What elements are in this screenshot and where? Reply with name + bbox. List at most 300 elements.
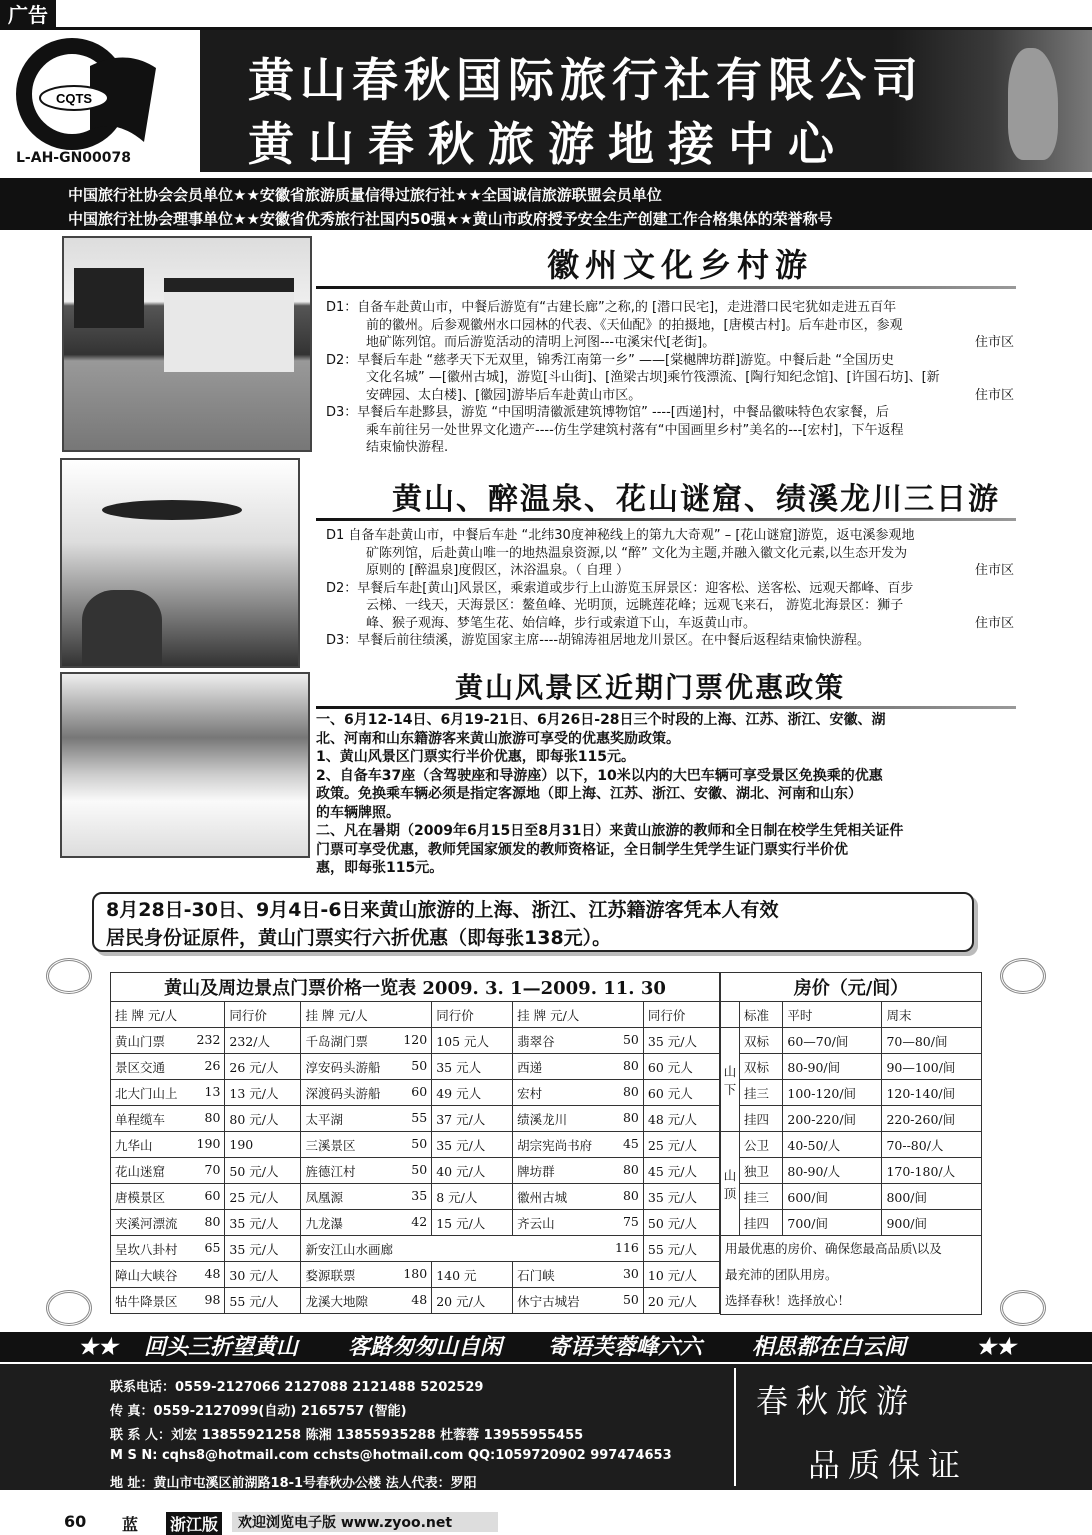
table-cell: 挂三 bbox=[740, 1184, 783, 1210]
table-cell: 13 元/人 bbox=[225, 1080, 301, 1106]
table-cell: 25 元/人 bbox=[225, 1184, 301, 1210]
lodging-note: 住市区 bbox=[974, 335, 1014, 350]
table-cell: 25 元/人 bbox=[643, 1132, 719, 1158]
list-price: 35 bbox=[411, 1187, 428, 1203]
table-cell bbox=[301, 1210, 432, 1236]
text-line bbox=[326, 317, 1022, 335]
table-cell: 同行价 bbox=[643, 1002, 719, 1028]
table-cell: 35 元/人 bbox=[225, 1210, 301, 1236]
line-text: 前的徽州。后参观徽州水口园林的代表、《天仙配》的拍摄地，[唐模古村]。后车赴市区，参观 bbox=[366, 317, 903, 333]
table-cell bbox=[111, 1288, 225, 1314]
table-cell bbox=[111, 1080, 225, 1106]
table-cell: 黄山及周边景点门票价格一览表 2009. 3. 1—2009. 11. 30 bbox=[111, 973, 720, 1002]
table-cell: 同行价 bbox=[432, 1002, 513, 1028]
table-cell bbox=[301, 1288, 432, 1314]
table-cell: 45 元/人 bbox=[643, 1158, 719, 1184]
attraction-name: 呈坎八卦村 bbox=[115, 1241, 178, 1257]
list-price: 48 bbox=[411, 1291, 428, 1307]
table-cell: 60 元人 bbox=[643, 1080, 719, 1106]
table-cell bbox=[301, 1184, 432, 1210]
table-cell: 周末 bbox=[882, 1002, 982, 1028]
company-name: 黄山春秋国际旅行社有限公司 bbox=[248, 53, 924, 107]
table-cell: 双标 bbox=[740, 1028, 783, 1054]
table-row bbox=[721, 1210, 982, 1236]
ticket-price-table bbox=[110, 972, 720, 1314]
attraction-name: 新安江山水画廊 bbox=[305, 1241, 393, 1257]
table-cell: 挂 牌 元/人 bbox=[301, 1002, 432, 1028]
table-row bbox=[721, 1158, 982, 1184]
text-line bbox=[326, 562, 1022, 580]
table-row bbox=[111, 1080, 720, 1106]
brand-line: 品质保证 bbox=[808, 1446, 969, 1484]
table-cell: 80-90/人 bbox=[783, 1158, 882, 1184]
list-price: 50 bbox=[411, 1161, 428, 1177]
line-text: 原则的 [醉温泉]度假区，沐浴温泉。（ 自理 ） bbox=[366, 563, 630, 578]
table-cell bbox=[111, 1028, 225, 1054]
note-line: 选择春秋！选择放心！ bbox=[725, 1293, 851, 1308]
star-icon: ★★ bbox=[78, 1334, 118, 1360]
table-row bbox=[111, 1028, 720, 1054]
table-cell bbox=[513, 1158, 644, 1184]
brand-line: 春秋旅游 bbox=[756, 1382, 917, 1420]
line-text: 云梯、一线天，天海景区：鳌鱼峰、光明顶，远眺莲花峰；远观飞来石， 游览北海景区：狮子 bbox=[366, 598, 904, 613]
text-line bbox=[326, 615, 1022, 633]
list-price: 80 bbox=[204, 1213, 221, 1229]
section-rule bbox=[316, 518, 1016, 521]
table-cell: 105 元人 bbox=[432, 1028, 513, 1054]
list-price: 50 bbox=[622, 1291, 639, 1307]
list-price: 80 bbox=[622, 1109, 639, 1125]
attraction-name: 深渡码头游船 bbox=[305, 1085, 381, 1101]
table-row bbox=[721, 1054, 982, 1080]
poem-line: 回头三折望黄山 bbox=[144, 1334, 299, 1360]
list-price: 80 bbox=[622, 1187, 639, 1203]
list-price: 42 bbox=[411, 1213, 428, 1229]
text-line bbox=[326, 404, 1022, 422]
ticket-price-table-wrap bbox=[110, 972, 720, 1314]
table-cell bbox=[513, 1054, 644, 1080]
table-cell: 同行价 bbox=[225, 1002, 301, 1028]
table-cell: 90—100/间 bbox=[882, 1054, 982, 1080]
section-title-ticket-policy: 黄山风景区近期门票优惠政策 bbox=[454, 671, 845, 704]
flower-field-photo bbox=[60, 672, 310, 858]
village-photo bbox=[62, 236, 312, 452]
list-price: 50 bbox=[411, 1135, 428, 1151]
table-cell: 55 元/人 bbox=[225, 1288, 301, 1314]
table-row bbox=[721, 1184, 982, 1210]
list-price: 80 bbox=[622, 1057, 639, 1073]
table-row bbox=[111, 1132, 720, 1158]
attraction-name: 休宁古城岩 bbox=[517, 1293, 580, 1309]
table-cell: 80 元/人 bbox=[225, 1106, 301, 1132]
table-row bbox=[111, 1236, 720, 1262]
text-line bbox=[316, 804, 1056, 823]
poem-line: 客路匆匆山自闲 bbox=[348, 1334, 503, 1360]
ticket-policy-text bbox=[316, 711, 1056, 878]
text-line bbox=[316, 711, 1056, 730]
table-cell bbox=[111, 1262, 225, 1288]
table-cell: 15 元/人 bbox=[432, 1210, 513, 1236]
attraction-name: 唐模景区 bbox=[115, 1189, 166, 1205]
table-cell: 70—80/间 bbox=[882, 1028, 982, 1054]
table-title-row bbox=[721, 973, 982, 1002]
table-cell bbox=[301, 1132, 432, 1158]
table-row bbox=[111, 1210, 720, 1236]
room-price-table bbox=[720, 972, 982, 1315]
attraction-name: 徽州古城 bbox=[517, 1189, 568, 1205]
table-cell: 50 元/人 bbox=[643, 1210, 719, 1236]
list-price: 55 bbox=[411, 1109, 428, 1125]
table-cell: 100-120/间 bbox=[783, 1080, 882, 1106]
table-cell: 800/间 bbox=[882, 1184, 982, 1210]
contact-msn: M S N: cqhs8@hotmail.com cchsts@hotmail.com QQ:1059720902 997474653 bbox=[110, 1448, 672, 1463]
attraction-name: 淳安码头游船 bbox=[305, 1059, 381, 1075]
table-cell bbox=[513, 1106, 644, 1132]
line-text: 惠，即每张115元。 bbox=[316, 860, 444, 876]
table-cell bbox=[301, 1262, 432, 1288]
rock-shape bbox=[82, 590, 162, 666]
list-price: 70 bbox=[204, 1161, 221, 1177]
attraction-name: 黄山门票 bbox=[115, 1033, 166, 1049]
table-cell bbox=[301, 1158, 432, 1184]
table-cell bbox=[721, 1002, 740, 1028]
poem-line: 相思都在白云间 bbox=[752, 1334, 907, 1360]
line-text: D2：早餐后车赴[黄山]风景区，乘索道或步行上山游览玉屏景区：迎客松、送客松、远观天都峰、百步 bbox=[326, 580, 914, 596]
table-cell: 标准 bbox=[740, 1002, 783, 1028]
list-price: 80 bbox=[622, 1161, 639, 1177]
line-text: 乘车前往另一处世界文化遗产----仿生学建筑村落有“中国画里乡村”美名的---[宏村]，下午返程 bbox=[366, 422, 904, 438]
list-price: 190 bbox=[196, 1135, 221, 1151]
text-line bbox=[326, 422, 1022, 440]
table-cell: 挂 牌 元/人 bbox=[513, 1002, 644, 1028]
table-cell: 35 元人 bbox=[432, 1054, 513, 1080]
text-line bbox=[326, 580, 1022, 598]
table-note-row bbox=[721, 1236, 982, 1315]
section-title-village-tour: 徽州文化乡村游 bbox=[546, 246, 813, 284]
table-cell bbox=[513, 1288, 644, 1314]
ornament-icon bbox=[46, 1290, 92, 1326]
attraction-name: 太平湖 bbox=[305, 1111, 343, 1127]
table-cell: 独卫 bbox=[740, 1158, 783, 1184]
attraction-name: 齐云山 bbox=[517, 1215, 555, 1231]
table-cell: 35 元/人 bbox=[643, 1028, 719, 1054]
attraction-name: 景区交通 bbox=[115, 1059, 166, 1075]
rock-image bbox=[1008, 48, 1058, 160]
highlight-line: 8月28日-30日、9月4日-6日来黄山旅游的上海、浙江、江苏籍游客凭本人有效 bbox=[106, 899, 779, 921]
table-row bbox=[721, 1028, 982, 1054]
table-cell: 600/间 bbox=[783, 1184, 882, 1210]
website-banner: 欢迎浏览电子版 www.zyoo.net bbox=[232, 1512, 498, 1532]
list-price: 180 bbox=[403, 1265, 428, 1281]
table-cell bbox=[721, 1236, 982, 1315]
table-cell: 140 元 bbox=[432, 1262, 513, 1288]
table-cell: 200-220/间 bbox=[783, 1106, 882, 1132]
list-price: 75 bbox=[622, 1213, 639, 1229]
lodging-note: 住市区 bbox=[974, 387, 1014, 403]
table-cell: 40-50/人 bbox=[783, 1132, 882, 1158]
list-price: 98 bbox=[204, 1291, 221, 1307]
line-text: 安碑园、太白楼]、[徽园]游毕后车赴黄山市区。 bbox=[366, 387, 642, 403]
contact-fax: 传 真：0559-2127099(自动) 2165757 (智能) bbox=[110, 1404, 407, 1419]
logo-text: CQTS bbox=[55, 91, 93, 106]
table-cell bbox=[513, 1132, 644, 1158]
itinerary-village-tour bbox=[326, 299, 1022, 457]
table-cell: 70--80/人 bbox=[882, 1132, 982, 1158]
table-cell: 49 元人 bbox=[432, 1080, 513, 1106]
text-line bbox=[326, 352, 1022, 370]
header-banner bbox=[200, 30, 1092, 172]
text-line bbox=[326, 632, 1022, 650]
table-row bbox=[111, 1054, 720, 1080]
text-line bbox=[316, 822, 1056, 841]
table-cell: 山顶 bbox=[721, 1132, 740, 1236]
text-line bbox=[326, 439, 1022, 457]
line-text: 政策。免换乘车辆必须是指定客源地（即上海、江苏、浙江、安徽、湖北、河南和山东） bbox=[316, 786, 862, 802]
line-text: 二、凡在暑期（2009年6月15日至8月31日）来黄山旅游的教师和全日制在校学生凭相关证件 bbox=[316, 823, 904, 839]
table-cell: 35 元/人 bbox=[432, 1132, 513, 1158]
text-line bbox=[316, 859, 1056, 878]
line-text: 一、6月12-14日、6月19-21日、6月26日-28日三个时段的上海、江苏、浙江、安徽、湖 bbox=[316, 712, 886, 728]
attraction-name: 牌坊群 bbox=[517, 1163, 555, 1179]
text-line bbox=[316, 785, 1056, 804]
center-name: 黄山春秋旅游地接中心 bbox=[248, 117, 848, 171]
brand-motto bbox=[734, 1368, 1036, 1486]
house-shape bbox=[164, 278, 294, 372]
table-cell bbox=[301, 1054, 432, 1080]
line-text: D1：自备车赴黄山市，中餐后游览有“古建长廊”之称,的 [潜口民宅]，走进潜口民宅犹如走进五百年 bbox=[326, 300, 897, 315]
poem-line: 寄语芙蓉峰六六 bbox=[548, 1334, 703, 1360]
table-cell: 20 元/人 bbox=[643, 1288, 719, 1314]
room-price-table-wrap bbox=[720, 972, 982, 1315]
attraction-name: 凤凰源 bbox=[305, 1189, 343, 1205]
text-line bbox=[326, 597, 1022, 615]
text-line bbox=[326, 299, 1022, 317]
table-cell: 35 元/人 bbox=[643, 1184, 719, 1210]
list-price: 45 bbox=[622, 1135, 639, 1151]
table-cell bbox=[513, 1080, 644, 1106]
table-row bbox=[721, 1132, 982, 1158]
discount-highlight-box bbox=[92, 892, 974, 952]
table-cell: 170-180/人 bbox=[882, 1158, 982, 1184]
table-cell bbox=[301, 1080, 432, 1106]
attraction-name: 宏村 bbox=[517, 1085, 543, 1101]
itinerary-three-day-tour bbox=[326, 527, 1022, 650]
contact-person: 联 系 人：刘宏 13855921258 陈湘 13855935288 杜蓉蓉 13955955455 bbox=[110, 1428, 584, 1443]
attraction-name: 婺源联票 bbox=[305, 1267, 356, 1283]
table-row bbox=[111, 1158, 720, 1184]
line-text: 文化名城” —[徽州古城]，游览[斗山街]、[渔梁古坝]乘竹筏漂流、[陶行知纪念馆]、[许国石坊]、[新 bbox=[366, 370, 940, 385]
line-text: 峰、猴子观海、梦笔生花、始信峰，步行或索道下山，车返黄山市。 bbox=[366, 615, 757, 631]
house-shape bbox=[74, 268, 144, 328]
table-header-row bbox=[111, 1002, 720, 1028]
ornament-icon bbox=[46, 958, 92, 994]
membership-bar bbox=[0, 178, 1092, 230]
lodging-note: 住市区 bbox=[974, 563, 1014, 578]
text-line bbox=[316, 730, 1056, 749]
poem-slogan-bar bbox=[0, 1332, 1092, 1362]
attraction-name: 九龙瀑 bbox=[305, 1215, 343, 1231]
attraction-name: 障山大峡谷 bbox=[115, 1267, 178, 1283]
table-row bbox=[721, 1106, 982, 1132]
table-cell: 48 元/人 bbox=[643, 1106, 719, 1132]
table-cell: 双标 bbox=[740, 1054, 783, 1080]
note-line: 最充沛的团队用房。 bbox=[725, 1267, 838, 1282]
table-header-row bbox=[721, 1002, 982, 1028]
table-cell bbox=[301, 1106, 432, 1132]
table-row bbox=[721, 1080, 982, 1106]
text-line bbox=[316, 767, 1056, 786]
line-text: D2：早餐后车赴 “慈孝天下无双里，锦秀江南第一乡” ——[棠樾牌坊群]游览。中餐后赴 “全国历史 bbox=[326, 352, 895, 368]
list-price: 80 bbox=[622, 1083, 639, 1099]
attraction-name: 石门峡 bbox=[517, 1267, 555, 1283]
line-text: D3：早餐后车赴黟县，游览 “中国明清徽派建筑博物馆” ----[西递]村，中餐品徽味特色农家餐，后 bbox=[326, 405, 889, 420]
contact-phone: 联系电话：0559-2127066 2127088 2121488 5202529 bbox=[110, 1380, 484, 1395]
table-cell bbox=[111, 1106, 225, 1132]
text-line bbox=[326, 527, 1022, 545]
table-cell bbox=[111, 1158, 225, 1184]
attraction-name: 九华山 bbox=[115, 1137, 153, 1153]
line-text: D1 自备车赴黄山市，中餐后车赴 “北纬30度神秘线上的第九大奇观” – [花山谜窟]游览，返屯溪参观地 bbox=[326, 528, 915, 543]
attraction-name: 绩溪龙川 bbox=[517, 1111, 568, 1127]
contact-address: 地 址：黄山市屯溪区前湖路18-1号春秋办公楼 法人代表：罗阳 bbox=[110, 1476, 477, 1491]
table-cell: 120-140/间 bbox=[882, 1080, 982, 1106]
table-cell: 60 元人 bbox=[643, 1054, 719, 1080]
attraction-name: 旌德江村 bbox=[305, 1163, 356, 1179]
table-cell bbox=[111, 1184, 225, 1210]
text-line bbox=[326, 369, 1022, 387]
star-icon: ★★ bbox=[976, 1334, 1016, 1360]
list-price: 26 bbox=[204, 1057, 221, 1073]
table-title-row bbox=[111, 973, 720, 1002]
membership-line: 中国旅行社协会会员单位★★安徽省旅游质量信得过旅行社★★全国诚信旅游联盟会员单位 bbox=[68, 186, 662, 204]
pine-photo bbox=[60, 458, 300, 668]
text-line bbox=[316, 841, 1056, 860]
table-cell: 220-260/间 bbox=[882, 1106, 982, 1132]
attraction-name: 千岛湖门票 bbox=[305, 1033, 368, 1049]
table-cell: 190 bbox=[225, 1132, 301, 1158]
table-cell: 50 元/人 bbox=[225, 1158, 301, 1184]
list-price: 30 bbox=[622, 1265, 639, 1281]
line-text: 北、河南和山东籍游客来黄山旅游可享受的优惠奖励政策。 bbox=[316, 730, 680, 747]
color-label: 蓝 bbox=[122, 1515, 139, 1534]
table-cell: 35 元/人 bbox=[225, 1236, 301, 1262]
highlight-line: 居民身份证原件，黄山门票实行六折优惠（即每张138元）。 bbox=[106, 927, 612, 949]
text-line bbox=[326, 387, 1022, 405]
list-price: 48 bbox=[204, 1265, 221, 1281]
list-price: 60 bbox=[204, 1187, 221, 1203]
table-cell bbox=[513, 1028, 644, 1054]
attraction-name: 西递 bbox=[517, 1059, 543, 1075]
section-rule bbox=[316, 706, 1016, 709]
table-cell: 900/间 bbox=[882, 1210, 982, 1236]
attraction-name: 北大门山上 bbox=[115, 1085, 178, 1101]
table-cell bbox=[111, 1054, 225, 1080]
line-text: 地矿陈列馆。而后游览活动的清明上河图---屯溪宋代[老街]。 bbox=[366, 335, 716, 350]
table-cell: 平时 bbox=[783, 1002, 882, 1028]
line-text: 矿陈列馆，后赴黄山唯一的地热温泉资源,以 “醉” 文化为主题,并融入徽文化元素,以生态开发为 bbox=[366, 545, 908, 561]
table-cell bbox=[301, 1028, 432, 1054]
table-cell: 30 元/人 bbox=[225, 1262, 301, 1288]
table-cell: 40 元/人 bbox=[432, 1158, 513, 1184]
line-text: 2、自备车37座（含驾驶座和导游座）以下，10米以内的大巴车辆可享受景区免换乘的优惠 bbox=[316, 767, 883, 784]
pine-shape bbox=[102, 500, 242, 520]
attraction-name: 胡宗宪尚书府 bbox=[517, 1137, 593, 1153]
lodging-note: 住市区 bbox=[974, 615, 1014, 631]
list-price: 116 bbox=[615, 1239, 639, 1255]
table-cell bbox=[111, 1132, 225, 1158]
license-code: L-AH-GN00078 bbox=[16, 150, 132, 166]
table-cell: 山下 bbox=[721, 1028, 740, 1132]
attraction-name: 牯牛降景区 bbox=[115, 1293, 178, 1309]
list-price: 50 bbox=[411, 1057, 428, 1073]
attraction-name: 单程缆车 bbox=[115, 1111, 166, 1127]
table-cell bbox=[301, 1236, 643, 1262]
attraction-name: 花山迷窟 bbox=[115, 1163, 166, 1179]
table-row bbox=[111, 1288, 720, 1314]
line-text: 结束愉快游程. bbox=[366, 440, 449, 455]
table-cell: 挂四 bbox=[740, 1106, 783, 1132]
section-title-three-day-tour: 黄山、醉温泉、花山谜窟、绩溪龙川三日游 bbox=[392, 482, 1000, 517]
attraction-name: 龙溪大地隙 bbox=[305, 1293, 368, 1309]
table-cell: 挂四 bbox=[740, 1210, 783, 1236]
table-cell bbox=[111, 1210, 225, 1236]
page-number: 60 bbox=[64, 1512, 87, 1531]
section-rule bbox=[316, 286, 1016, 289]
table-cell: 80-90/间 bbox=[783, 1054, 882, 1080]
note-line: 用最优惠的房价、确保您最高品质\以及 bbox=[725, 1241, 942, 1256]
table-row bbox=[111, 1262, 720, 1288]
line-text: 1、黄山风景区门票实行半价优惠，即每张115元。 bbox=[316, 749, 635, 765]
table-row bbox=[111, 1184, 720, 1210]
attraction-name: 三溪景区 bbox=[305, 1137, 356, 1153]
text-line bbox=[316, 748, 1056, 767]
membership-line: 中国旅行社协会理事单位★★安徽省优秀旅行社国内50强★★黄山市政府授予安全生产创建工作合格集体的荣誉称号 bbox=[68, 210, 833, 228]
logo-emblem-icon bbox=[16, 38, 176, 150]
list-price: 80 bbox=[204, 1109, 221, 1125]
list-price: 65 bbox=[204, 1239, 221, 1255]
table-cell: 8 元/人 bbox=[432, 1184, 513, 1210]
table-cell: 挂三 bbox=[740, 1080, 783, 1106]
list-price: 13 bbox=[204, 1083, 221, 1099]
list-price: 50 bbox=[622, 1031, 639, 1047]
edition-label: 浙江版 bbox=[166, 1512, 222, 1535]
table-cell: 60—70/间 bbox=[783, 1028, 882, 1054]
table-cell bbox=[513, 1210, 644, 1236]
line-text: 门票可享受优惠，教师凭国家颁发的教师资格证，全日制学生凭学生证门票实行半价优 bbox=[316, 841, 848, 858]
ornament-icon bbox=[1000, 958, 1046, 994]
table-cell: 房价（元/间） bbox=[721, 973, 982, 1002]
table-cell: 232/人 bbox=[225, 1028, 301, 1054]
attraction-name: 翡翠谷 bbox=[517, 1033, 555, 1049]
table-cell bbox=[513, 1184, 644, 1210]
table-cell bbox=[111, 1236, 225, 1262]
table-cell: 公卫 bbox=[740, 1132, 783, 1158]
line-text: 的车辆牌照。 bbox=[316, 804, 400, 821]
ad-tag: 广告 bbox=[0, 0, 56, 30]
attraction-name: 夹溪河漂流 bbox=[115, 1215, 178, 1231]
line-text: D3：早餐后前往绩溪，游览国家主席----胡锦涛祖居地龙川景区。在中餐后返程结束愉快游程。 bbox=[326, 633, 871, 648]
list-price: 60 bbox=[411, 1083, 428, 1099]
table-row bbox=[111, 1106, 720, 1132]
table-cell: 55 元/人 bbox=[643, 1236, 719, 1262]
text-line bbox=[326, 545, 1022, 563]
table-cell: 37 元/人 bbox=[432, 1106, 513, 1132]
page-footer bbox=[0, 1508, 1092, 1533]
ornament-icon bbox=[1000, 1290, 1046, 1326]
table-cell: 10 元/人 bbox=[643, 1262, 719, 1288]
list-price: 232 bbox=[196, 1031, 221, 1047]
list-price: 120 bbox=[403, 1031, 428, 1047]
